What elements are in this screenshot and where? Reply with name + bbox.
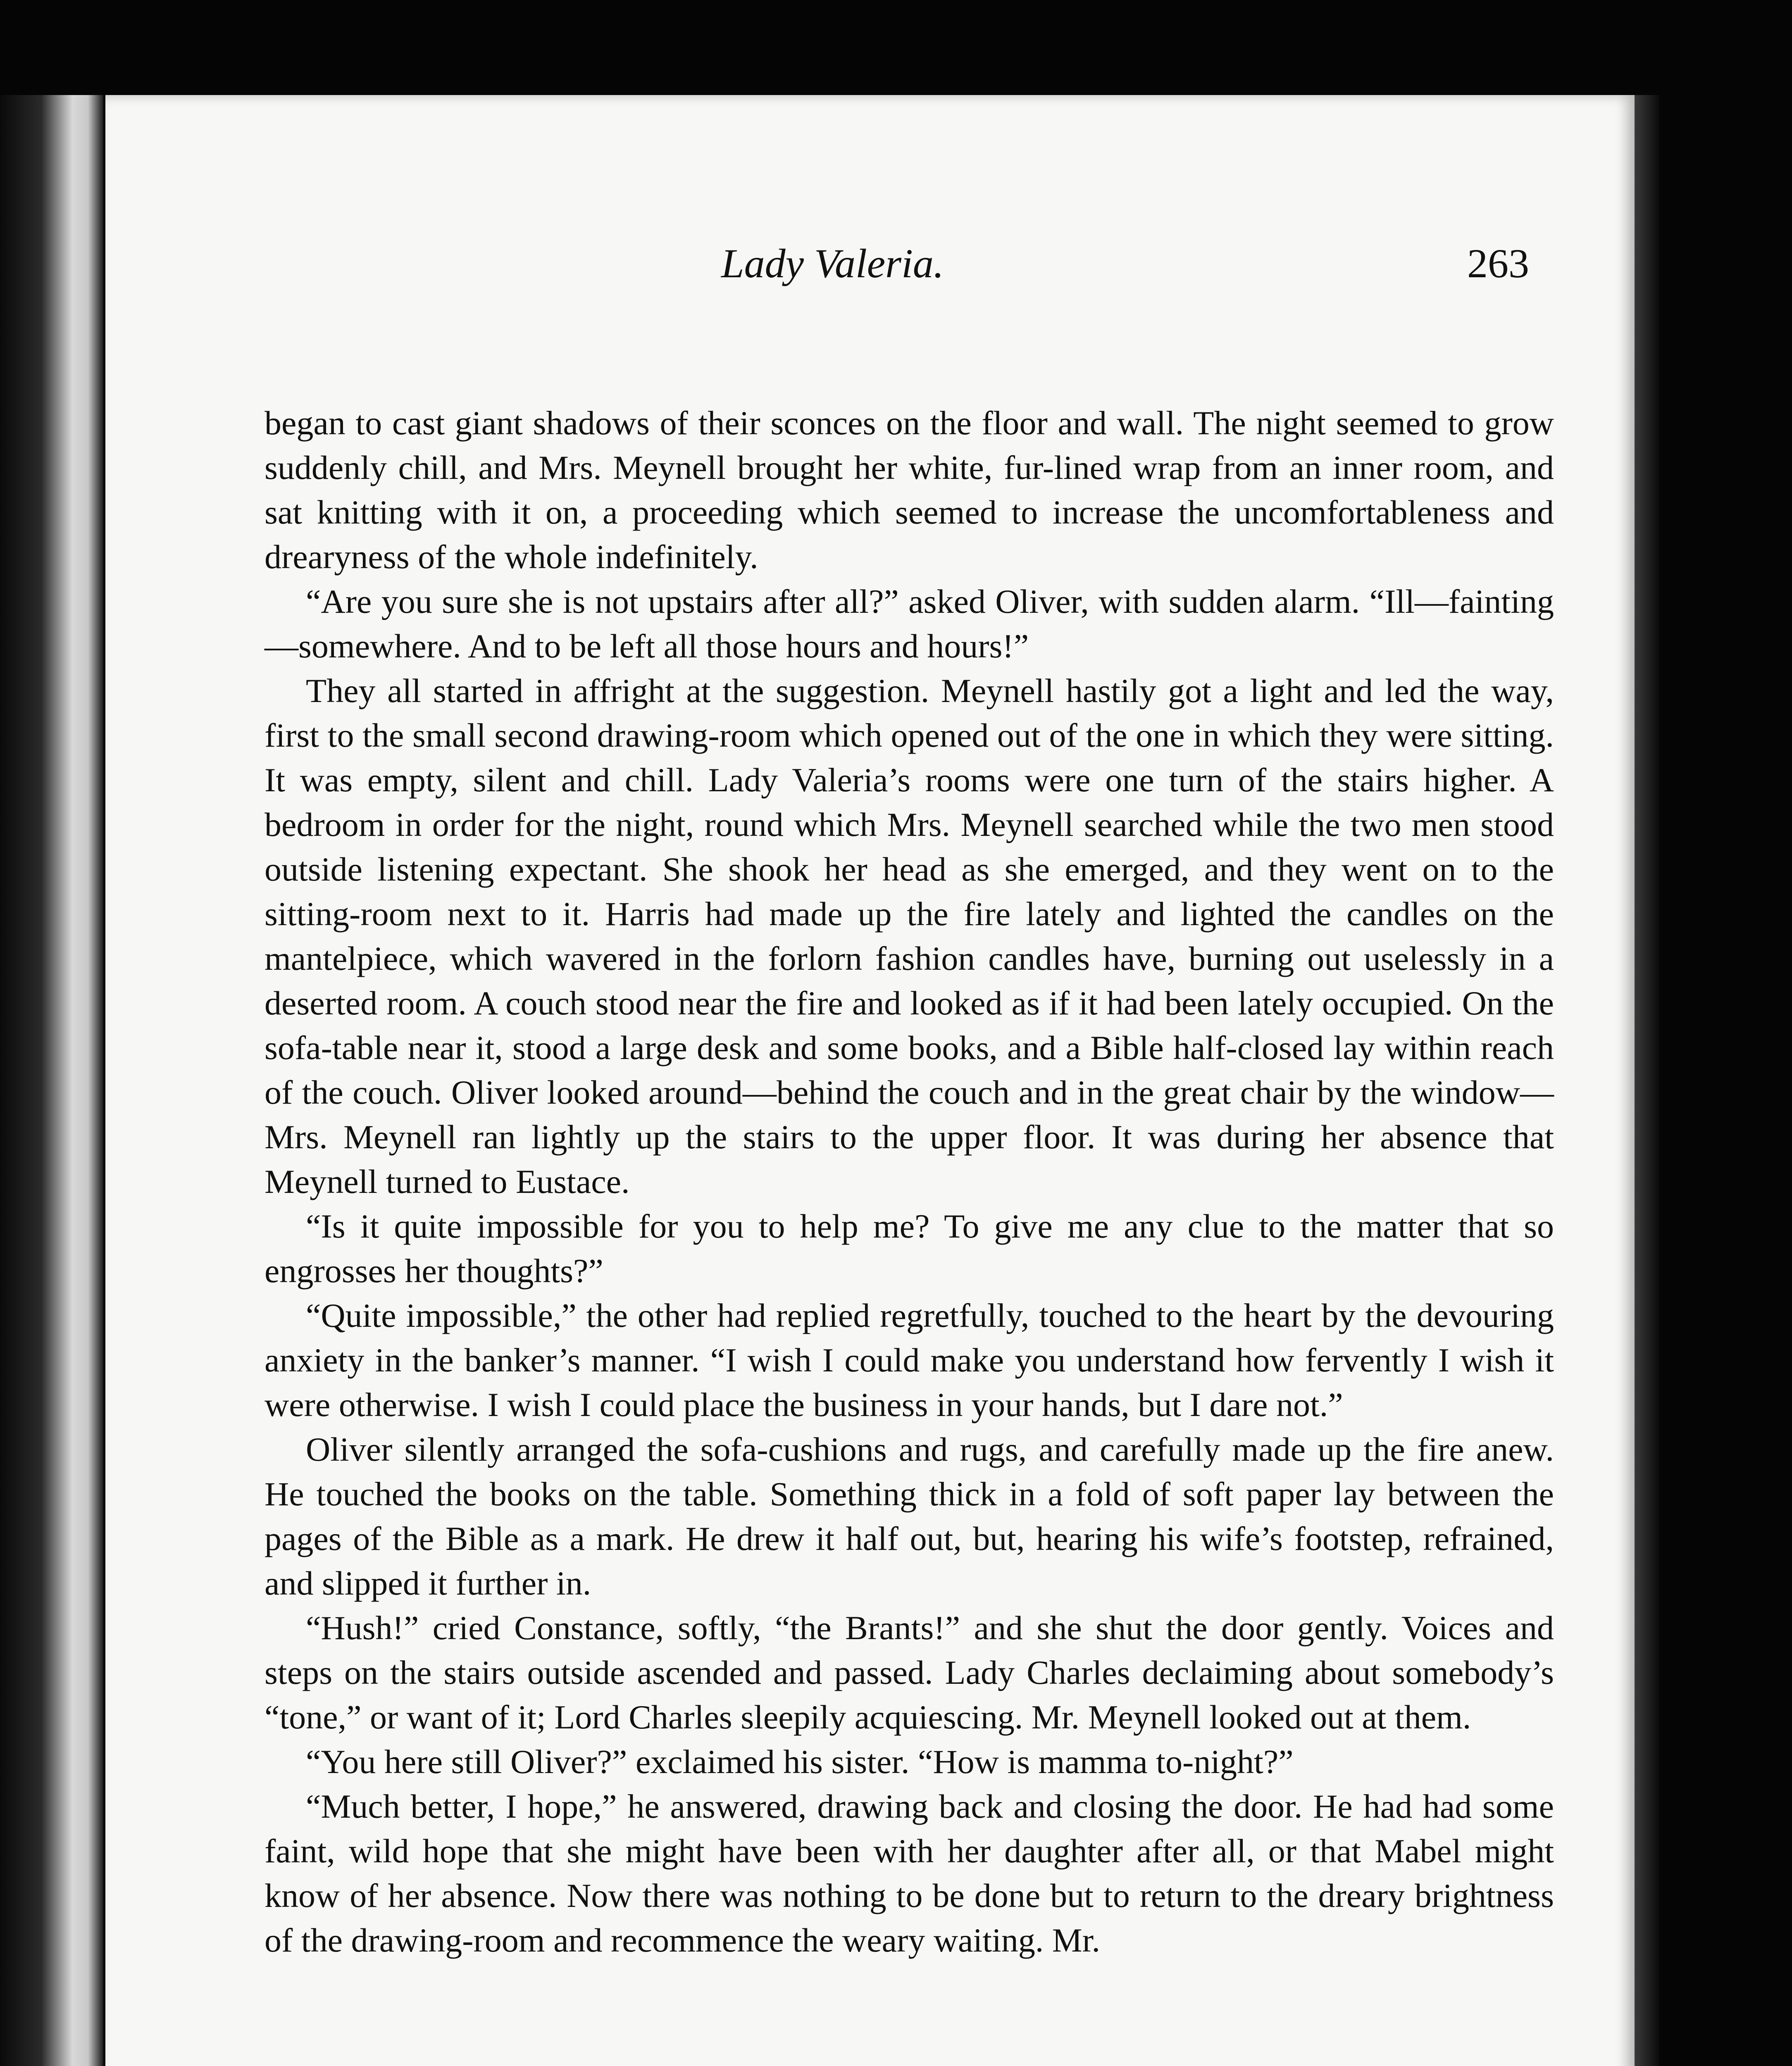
paragraph: began to cast giant shadows of their sconces on the floor and wall. The night seemed to grow suddenly chill, and Mrs. Meynell brought her white, fur-lined wrap from an inner room, and sat knitting with it on, a proceeding which seemed to increase the uncomfortableness and drearyness of the whole indefinitely. [265, 404, 1554, 576]
paragraph: “Are you sure she is not upstairs after all?” asked Oliver, with sudden alarm. “Ill—fainting—somewhere. And to be left all those hours and hours!” [265, 583, 1554, 665]
header-title: Lady Valeria. [721, 240, 944, 286]
body-text [265, 401, 1554, 1963]
paragraph: “Quite impossible,” the other had replied regretfully, touched to the heart by the devouring anxiety in the banker’s manner. “I wish I could make you understand how fervently I wish it were otherwise. I wish I could place the business in your hands, but I dare not.” [265, 1297, 1554, 1423]
paragraph: “Much better, I hope,” he answered, drawing back and closing the door. He had had some faint, wild hope that she might have been with her daughter after all, or that Mabel might know of her absence. Now there was nothing to be done but to return to the dreary brightness of the drawing-room and recommence the weary waiting. Mr. [265, 1788, 1554, 1959]
running-head [105, 223, 1635, 306]
paragraph: “You here still Oliver?” exclaimed his sister. “How is mamma to-night?” [306, 1743, 1294, 1780]
book-page [105, 95, 1635, 2066]
page-edge-shadow [1635, 95, 1659, 2066]
paragraph: “Is it quite impossible for you to help me? To give me any clue to the matter that so engrosses her thoughts?” [265, 1207, 1554, 1290]
paragraph: Oliver silently arranged the sofa-cushions and rugs, and carefully made up the fire anew. He touched the books on the table. Something thick in a fold of soft paper lay between the pages of the Bible as a mark. He drew it half out, but, hearing his wife’s footstep, refrained, and slipped it further in. [265, 1430, 1554, 1602]
book-gutter [0, 95, 103, 2066]
paragraph: “Hush!” cried Constance, softly, “the Brants!” and she shut the door gently. Voices and steps on the stairs outside ascended and passed. Lady Charles declaiming about somebody’s “tone,” or want of it; Lord Charles sleepily acquiescing. Mr. Meynell looked out at them. [265, 1609, 1554, 1736]
page-number: 263 [1467, 240, 1529, 286]
paragraph: They all started in affright at the suggestion. Meynell hastily got a light and led the way, first to the small second drawing-room which opened out of the one in which they were sitting. It was empty, silent and chill. Lady Valeria’s rooms were one turn of the stairs higher. A bedroom in order for the night, round which Mrs. Meynell searched while the two men stood outside listening expectant. She shook her head as she emerged, and they went on to the sitting-room next to it. Harris had made up the fire lately and lighted the candles on the mantelpiece, which wavered in the forlorn fashion candles have, burning out uselessly in a deserted room. A couch stood near the fire and looked as if it had been lately occupied. On the sofa-table near it, stood a large desk and some books, and a Bible half-closed lay within reach of the couch. Oliver looked around—behind the couch and in the great chair by the window—Mrs. Meynell ran lightly up the stairs to the upper floor. It was during her absence that Meynell turned to Eustace. [265, 672, 1554, 1200]
